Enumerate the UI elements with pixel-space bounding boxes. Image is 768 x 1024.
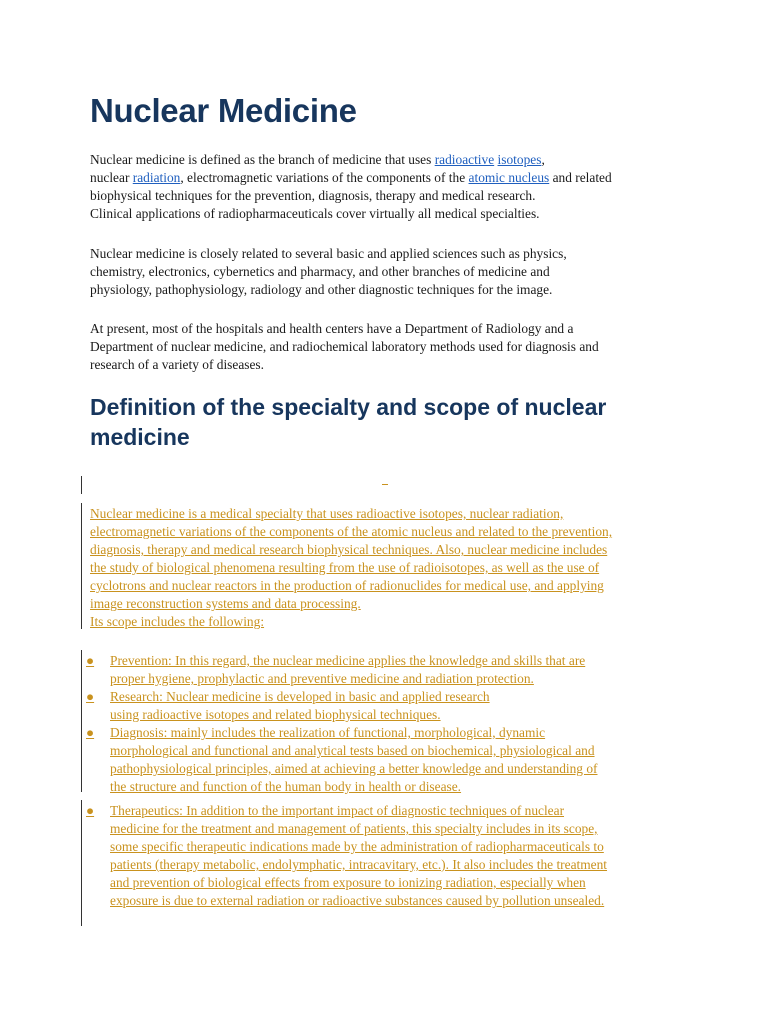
tracked-definition — [90, 505, 690, 631]
bullet-icon: ● — [86, 653, 95, 668]
bullet-icon: ● — [86, 725, 95, 740]
tracked-line: the study of biological phenomena resulting from the use of radioisotopes, as well as the use of — [90, 560, 600, 575]
scope-list — [86, 652, 696, 796]
tracked-line: Nuclear medicine is a medical specialty that uses radioactive isotopes, nuclear radiation, — [90, 506, 564, 521]
link-isotopes[interactable]: isotopes — [497, 152, 542, 167]
section-heading: Definition of the specialty and scope of nuclear medicine — [90, 394, 607, 450]
bullet-icon: ● — [86, 803, 95, 818]
intro-paragraph-3: At present, most of the hospitals and health centers have a Department of Radiology and a Department of nuclear medicine, and radiochemical laboratory methods used for diagnosis and research of a variety of diseases. — [90, 321, 599, 372]
link-radioactive[interactable]: radioactive — [434, 152, 495, 167]
list-item-prevention: ● Prevention: In this regard, the nuclear medicine applies the knowledge and skills that are proper hygiene, prophylactic and preventive medicine and radiation protection. — [86, 653, 586, 686]
change-bar — [81, 800, 82, 926]
page-title: Nuclear Medicine — [90, 92, 357, 129]
tracked-line: diagnosis, therapy and medical research biophysical techniques. Also, nuclear medicine includes — [90, 542, 608, 557]
bullet-icon: ● — [86, 689, 95, 704]
list-item-diagnosis: ● Diagnosis: mainly includes the realization of functional, morphological, dynamic morphological and functional and analytical tests based on biochemical, physiological and pathophysiological principles, aimed at achieving a better knowledge and understanding of the structure and function of the human body in health or disease. — [86, 725, 598, 794]
change-bar — [81, 503, 82, 629]
scope-list-continued — [86, 802, 696, 910]
tracked-line: electromagnetic variations of the components of the atomic nucleus and related to the prevention, — [90, 524, 613, 539]
intro-text: Nuclear medicine is defined as the branch of medicine that uses — [90, 152, 435, 167]
list-item-therapeutics: ● Therapeutics: In addition to the important impact of diagnostic techniques of nuclear medicine for the treatment and management of patients, this specialty includes in its scope, some specific therapeutic indications made by the administration of radiopharmaceuticals to patients (therapy metabolic, endolymphatic, intracavitary, etc.). It also includes the treatment and prevention of biological effects from exposure to ionizing radiation, especially when exposure is due to external radiation or radioactive substances caused by pollution unsealed. — [86, 803, 608, 908]
intro-paragraph-1: Nuclear medicine is defined as the branch of medicine that uses radioactive isotopes, nuclear radiation, electromagnetic variations of the components of the atomic nucleus and related biophysical techniques for the prevention, diagnosis, therapy and medical research. Clinical applications of radiopharmaceuticals cover virtually all medical specialties. — [90, 152, 612, 221]
change-bar — [81, 476, 82, 494]
link-atomic-nucleus[interactable]: atomic nucleus — [468, 170, 550, 185]
intro-paragraph-2: Nuclear medicine is closely related to several basic and applied sciences such as physics, chemistry, electronics, cybernetics and pharmacy, and other branches of medicine and physiology, pathophysiology, radiology and other diagnostic techniques for the image. — [90, 246, 567, 297]
inserted-mark — [382, 484, 388, 485]
list-item-research: ● Research: Nuclear medicine is developed in basic and applied research using radioactive isotopes and related biophysical techniques. — [86, 689, 490, 722]
scope-intro: Its scope includes the following: — [90, 614, 265, 629]
tracked-line: image reconstruction systems and data processing. — [90, 596, 361, 611]
tracked-line: cyclotrons and nuclear reactors in the production of radionuclides for medical use, and applying — [90, 578, 604, 593]
change-bar — [81, 650, 82, 792]
link-radiation[interactable]: radiation — [132, 170, 181, 185]
